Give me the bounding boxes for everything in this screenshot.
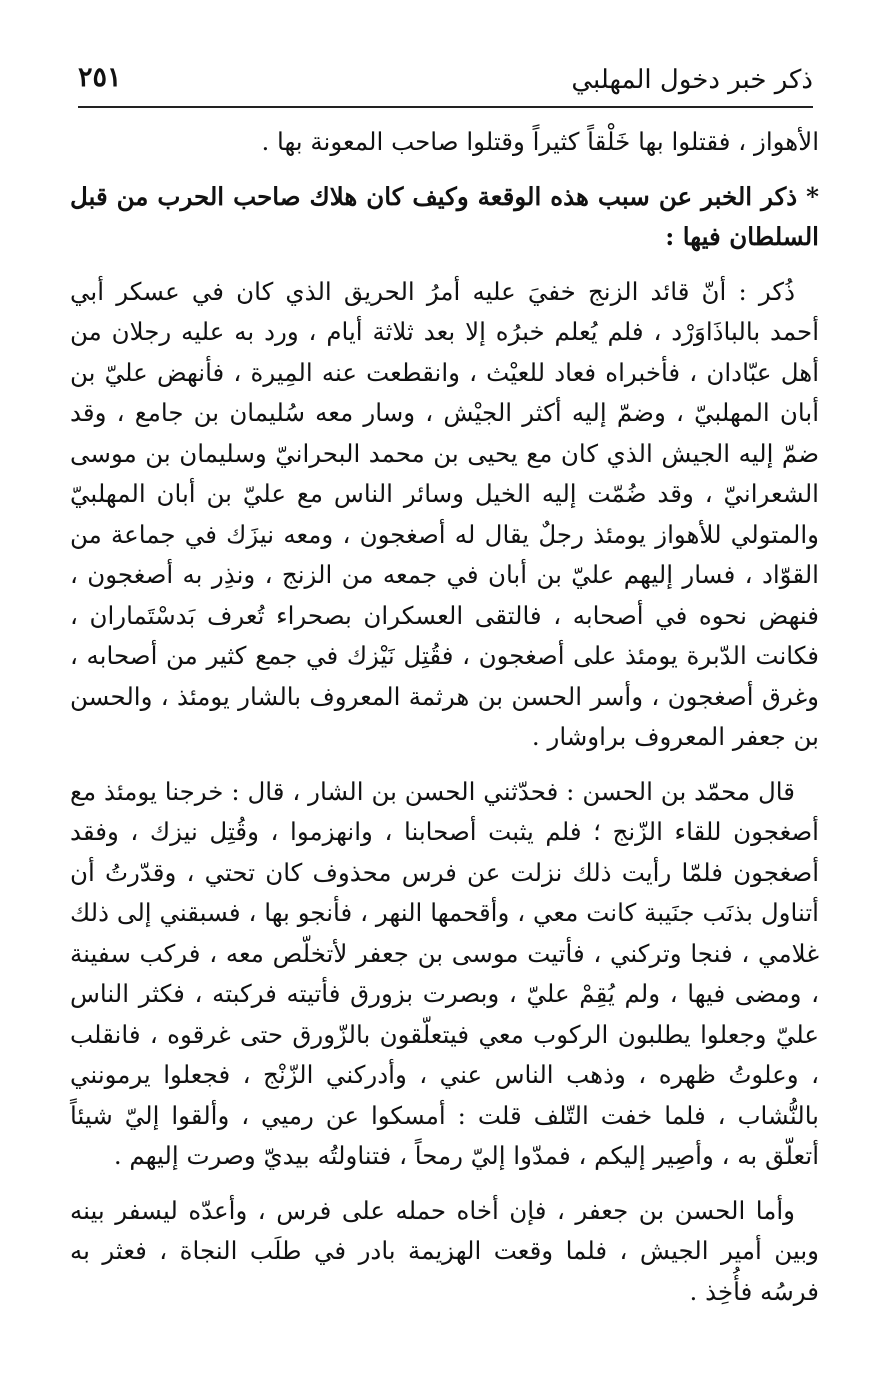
body-text: [70, 122, 819, 1312]
page-header: [78, 58, 813, 104]
section-heading: * ذكر الخبر عن سبب هذه الوقعة وكيف كان هلاك صاحب الحرب من قبل السلطان فيها :: [70, 181, 819, 251]
paragraph: قال محمّد بن الحسن : فحدّثني الحسن بن الشار ، قال : خرجنا يومئذ مع أصغجون للقاء الزّنج ؛ فلم يثبت أصحابنا ، وانهزموا ، وقُتِل نيزك ، وفقد أصغجون فلمّا رأيت ذلك نزلت عن فرس محذوف كان تحتي ، وقدّرتُ أن أتناول بذنَب جنَيبة كانت معي ، وأقحمها النهر ، فأنجو بها ، فسبقني إلى ذلك غلامي ، فنجا وتركني ، فأتيت موسى بن جعفر لأتخلّص معه ، فركب سفينة ، ومضى فيها ، ولم يُقِمْ عليّ ، وبصرت بزورق فأتيته فركبته ، فكثر الناس عليّ وجعلوا يطلبون الركوب معي فيتعلّقون بالزّورق حتى غرقوه ، فانقلب ، وعلوتُ ظهره ، وذهب الناس عني ، وأدركني الزّنْج ، فجعلوا يرمونني بالنُّشاب ، فلما خفت التّلف قلت : أمسكوا عن رميي ، وألقوا إليّ شيئاً أتعلّق به ، وأصِير إليكم ، فمدّوا إليّ رمحاً ، فتناولتُه بيديّ وصرت إليهم .: [70, 776, 819, 1170]
running-title: ذكر خبر دخول المهلبي: [571, 65, 813, 95]
paragraph: ذُكر : أنّ قائد الزنج خفيَ عليه أمرُ الحريق الذي كان في عسكر أبي أحمد بالباذَاوَرْد ، فلم يُعلم خبرُه إلا بعد ثلاثة أيام ، ورد به عليه رجلان من أهل عبّادان ، فأخبراه فعاد للعيْث ، وانقطعت عنه المِيرة ، فأنهض عليّ بن أبان المهلبيّ ، وضمّ إليه أكثر الجيْش ، وسار معه سُليمان بن جامع ، وقد ضمّ إليه الجيش الذي كان مع يحيى بن محمد البحرانيّ وسليمان بن موسى الشعرانيّ ، وقد ضُمّت إليه الخيل وسائر الناس مع عليّ بن أبان المهلبيّ والمتولي للأهواز يومئذ رجلٌ يقال له أصغجون ، ومعه نيزَك في جماعة من القوّاد ، فسار إليهم عليّ بن أبان في جمعه من الزنج ، ونذِر به أصغجون ، فنهض نحوه في أصحابه ، فالتقى العسكران بصحراء تُعرف بَدسْتَماران ، فكانت الدّبرة يومئذ على أصغجون ، فقُتِل نَيْزك في جمع كثير من أصحابه ، وغرق أصغجون ، وأسر الحسن بن هرثمة المعروف بالشار يومئذ ، والحسن بن جعفر المعروف براوشار .: [70, 276, 819, 751]
page-number: ٢٥١: [78, 62, 122, 93]
paragraph: وأما الحسن بن جعفر ، فإن أخاه حمله على فرس ، وأعدّه ليسفر بينه وبين أمير الجيش ، فلما وقعت الهزيمة بادر في طلَب النجاة ، فعثر به فرسُه فأُخِذ .: [70, 1195, 819, 1306]
paragraph-continuation: الأهواز ، فقتلوا بها خَلْقاً كثيراً وقتلوا صاحب المعونة بها .: [261, 127, 819, 156]
header-rule: [78, 106, 813, 108]
